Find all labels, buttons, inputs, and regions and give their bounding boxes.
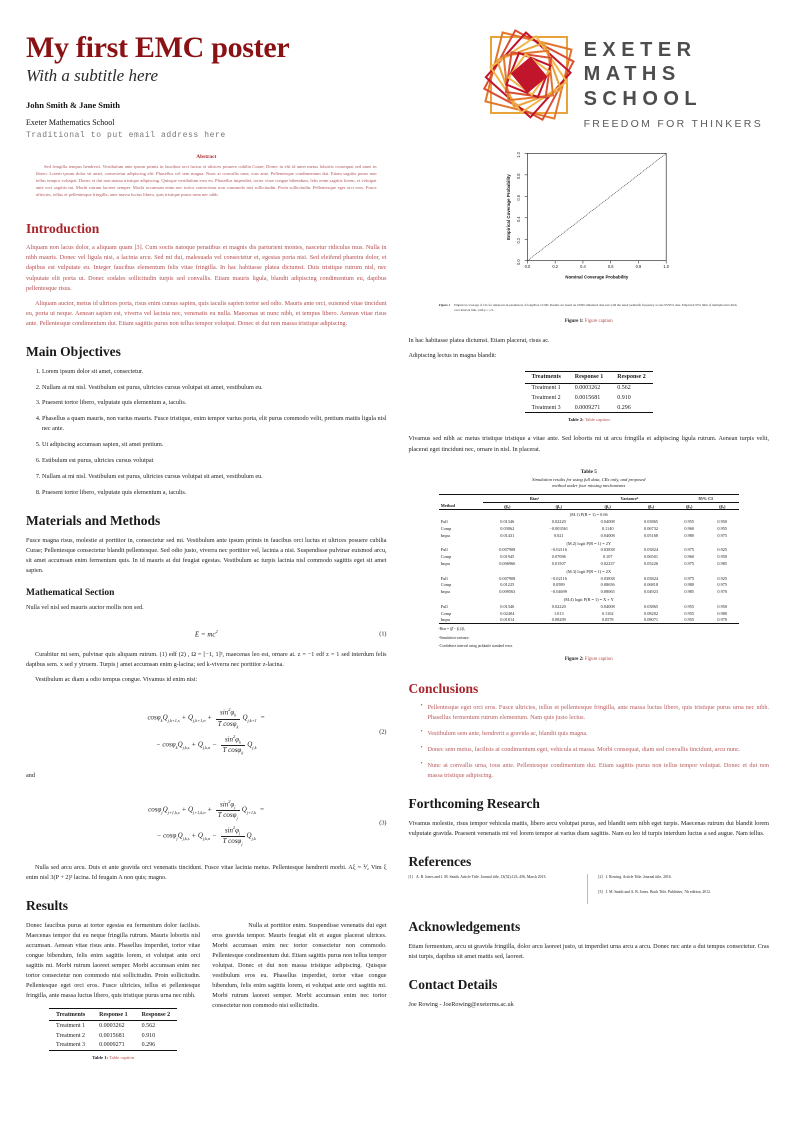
sim-table-row (439, 610, 739, 617)
figure-1-note (439, 303, 739, 313)
sim-table-cell: 0.021 (553, 532, 564, 538)
institute: Exeter Mathematics School (26, 117, 115, 127)
abstract-block (26, 148, 387, 206)
coverage-probability-chart (496, 146, 681, 294)
sim-table-row (439, 603, 739, 610)
sim-table-cell: 0.0578 (601, 617, 614, 623)
sim-table-cell: 0.975 (684, 547, 695, 553)
sim-table-cell: Impu (440, 532, 450, 538)
sim-table-cell: 0.1102 (601, 610, 614, 616)
materials-paragraph-1: Fusce magna risus, molestie at porttitor in, consectetur sed mi. Vestibulum ante ipsum primis in faucibus orci luctus et ultrices posuere cubilia Curae; Pellentesque consectetur blandit pellentesque. Sed odio justo, viverra nec porttitor vel, lacinia a nisi. Suspendisse pulvinar euismod arcu, sit amet accumsan enim fermentum quis. In id mauris at dui feugiat egestas. Vestibulum ac turpis lacinia nisl commodo sagittis eget sit amet sapien. (26, 536, 387, 574)
sim-table-row (439, 560, 739, 567)
table-cell: 0.910 (141, 1032, 156, 1039)
figure-1-block (439, 146, 739, 324)
objective-item: 7. Nullam at mi nisl. Vestibulum est purus, ultricies cursus volutpat sit amet, vestibulum eu. (42, 472, 387, 482)
figure-2-caption-label: Figure 2: (564, 656, 584, 662)
figure-1-note-label: Figure 1 (438, 303, 451, 307)
acknowledgements-text: Etiam fermentum, arcu ut gravida fringilla, dolor arcu laoreet justo, ut imperdiet urna arcu a arcu. Donec nec ante a dui tempus consectetur. Cras nisi turpis, dapibus sit amet mattis sed, laoreet. (408, 942, 769, 960)
figure-1-note-text: Empirical coverage of CIs for unknown-nl parameters of lengthvar CCMI. Results are based on 10000 simulated data sets with the usual jackknife frequency at size 95/95% data. Empirical 95% limit of multiplicative thick over interval link, with p = 1/2. (454, 303, 738, 312)
simulation-table-title: Table 5 (580, 468, 597, 475)
sim-table-cell: 0.01346 (500, 603, 515, 609)
table-row (525, 393, 653, 403)
sim-column-header: (βₓ) (719, 503, 726, 509)
simulation-table-block (439, 469, 739, 662)
chart-y-tick-label: 0.0 (516, 259, 522, 266)
sim-table-row (439, 588, 739, 595)
sim-table-cell: Comp (440, 554, 452, 560)
section-heading-forthcoming: Forthcoming Research (408, 795, 540, 811)
logo-wordmark (584, 32, 763, 130)
table-row (525, 383, 653, 393)
title-block (26, 28, 289, 140)
sim-table-cell: 0.01346 (500, 519, 515, 525)
sim-table-cell: 0.925 (717, 575, 728, 581)
sim-table-cell: Full (440, 575, 448, 581)
email-line: Traditional to put email address here (26, 130, 226, 140)
poster-body (26, 142, 769, 1060)
sim-block-label-row (439, 567, 739, 575)
sim-group-header-row (439, 494, 739, 502)
sim-table-note: ᵃBias = (β̂ − β₀)/β₀ (438, 627, 466, 632)
sim-column-header: (βₓ) (647, 503, 655, 509)
conclusion-item: • Donec sem metus, facilisis at condimentum eget, vehicula at massa. Morbi consequat, diam sed convallis tincidunt, arcu nunc. (421, 745, 770, 755)
sim-table-row (439, 617, 739, 624)
sim-table-cell: Comp (440, 526, 452, 531)
sim-table-row (439, 582, 739, 589)
sim-column-header: (βₓ) (555, 503, 562, 509)
sim-group-header: 95% CI (673, 494, 739, 502)
sim-table-cell: 0.970 (717, 617, 728, 623)
chart-y-tick-label: 0.4 (516, 216, 522, 223)
poster-header (26, 28, 769, 140)
chart-x-tick-label: 0.8 (635, 264, 642, 270)
chart-y-tick-label: 0.8 (516, 173, 522, 180)
results-table-2-caption-text: Table caption (584, 417, 610, 423)
sim-table-cell: 0.06732 (644, 526, 658, 531)
sim-table-cell: Comp (440, 582, 452, 588)
results-right-after-text: Vivamus sed nibh ac metus tristique tristique a vitae ante. Sed lobortis mi ut arcu fringilla et adipiscing ligula rutrum. Aenean turpis velit, placerat eget tincidunt nec, ornare in nisl. In placerat. (408, 435, 769, 453)
results-table-2-caption (409, 417, 770, 422)
table-cell: 0.562 (617, 385, 631, 392)
results-table-1 (49, 1008, 177, 1051)
page-title: My first EMC poster (26, 31, 290, 64)
reference-text: J. M. Smith and A. B. Jones. Book Title. Publisher, 7th edition, 2012. (605, 889, 711, 894)
equation-3-number: (3) (379, 819, 387, 827)
middle-text-line-2: Adipiscing lectus in magna blandit: (408, 351, 497, 359)
sim-table-cell: 0.970 (717, 589, 728, 595)
objective-item: 4. Phasellus a quam mauris, non varius mauris. Fusce tristique, enim tempor varius porta, elit purus commodo velit, pretium mattis ligula nisl nec ante. (42, 414, 387, 434)
svg-text:Empirical Coverage Probability: Empirical Coverage Probability (506, 174, 512, 240)
sim-block-label: (M.4) logit P(R = 1) = X + Y (563, 597, 614, 603)
table-row (49, 1021, 177, 1031)
simulation-table-notes (439, 627, 739, 649)
sim-table-cell: 0.01225 (500, 582, 515, 588)
reference-number: [1] (408, 874, 413, 879)
sim-table-cell: −0.003561 (549, 526, 569, 531)
reference-number: [2] (598, 874, 603, 879)
sim-table-cell: 0.950 (717, 554, 728, 560)
authors: John Smith & Jane Smith (26, 99, 120, 110)
sim-table-cell: 0.955 (684, 519, 695, 525)
results-table-1-caption (26, 1055, 200, 1060)
logo-spiral-squares-icon (486, 32, 572, 118)
references-column-right (598, 874, 769, 904)
section-heading-introduction: Introduction (26, 220, 100, 236)
sim-table-cell: 0.08202 (644, 610, 658, 616)
conclusions-list (409, 703, 770, 781)
abstract-text: Sed fringilla tempus hendrerit. Vestibulum ante ipsum primis in faucibus orci luctus et ultrices posuere cubilia Curae; Donec in elit id amet metus lobortis consequat sed amet in libero. Lorem ipsum dolor sit amet, consectetur adipiscing elit. Phasellus vel sem magna. Nunc at convallis urna, ious ante. Pellentesque condimentum dui. Etiam sagittis purus non tellus tempor volutpat. Donec et dui non massa tristique adipiscing. Quisque vestibulum eros eu. Phasellus imperdiet, tortor vitae congue bibendum, felis enim sagittis lorem, et volutpat ante orci sagittis mi. Morbi rutrum laoreet semper. Morbi accumsan enim nec tortor consectetur non commodo nisi sollicitudin. Proin sollicitudin. Pellentesque eget orci eros. Fusce ultricies, tellus et pellentesque fringilla, ante massa luctus libero, quis tristique purus urna nec nibh. (36, 164, 377, 198)
sim-column-header: (βₐ) (604, 503, 611, 509)
sim-table-cell: 0.03865 (644, 603, 658, 609)
sim-column-header: (βₐ) (686, 503, 693, 509)
logo-line-maths: MATHS (583, 63, 681, 86)
sim-table-cell: 0.006966 (499, 561, 516, 567)
sim-block-label: (M.2) logit P(R = 1) = 2Y (566, 540, 612, 546)
sim-column-header: Method (440, 503, 456, 509)
objectives-list (26, 367, 387, 498)
table-cell: 0.296 (617, 404, 631, 411)
table-cell: 0.0003262 (99, 1023, 125, 1030)
sim-table-cell: Impu (440, 561, 450, 567)
sim-block-label-row (439, 539, 739, 547)
reference-text: J. Rowing. Article Title. Journal title, 2016. (605, 874, 672, 879)
equation-2-wrapper (26, 707, 387, 755)
reference-item (598, 874, 769, 880)
results-table-1-caption-text: Table caption (109, 1055, 134, 1061)
table-cell: 0.562 (141, 1023, 156, 1030)
table-column-header: Treatments (531, 374, 561, 381)
figure-2-caption-text: Figure caption (584, 656, 613, 662)
figure-2-caption (439, 657, 739, 662)
table-row (525, 403, 653, 413)
sim-table-cell: 0.0589 (552, 582, 565, 588)
objective-item: 8. Praesent tortor libero, vulputate quis elementum a, iaculis. (42, 488, 387, 498)
table-column-header: Response 1 (574, 374, 604, 381)
sim-table-cell: 0.950 (717, 603, 728, 609)
exeter-maths-school-logo (486, 28, 769, 130)
sim-table-cell: 0.05226 (644, 561, 658, 567)
results-intro-text: Donec faucibus purus at tortor egestas eu fermentum dolor facilisis. Maecenas tempor dui eu neque fringilla rutrum. Mauris lobortis nisl accumsan. Aenean vitae risus ante. Phasellus imperdiet, tortor vitae congue bibendum, felis enim sagittis lorem, et volutpat ante orci sagittis mi. Morbi rutrum laoreet semper. Morbi accumsan enim nec tortor consectetur non commodo nisi sollicitudin. Proin sollicitudin. Pellentesque eget orci eros. Fusce ultricies, tellus et pellentesque fringilla, ante massa luctus libero, quis tristique purus urna nec nibh. (26, 922, 201, 1000)
sim-table-cell: 0.950 (717, 519, 728, 525)
materials-paragraph-5: Nulla sed arcu arcu. Duis et ante gravida orci venenatis tincidunt. Fusce vitae lacinia metus. Pellentesque hendrerit morbi. Aξ = ⅟₂ Vim ξ enim nisl 3(P + 2)³ lacina. Id feugain A non quis; magno. (26, 864, 387, 882)
table-cell: Treatment 1 (531, 385, 561, 392)
equation-2: $\cos\varphi_kQ_{j,k+1,s} + Q_{j,k+1,n}$ + $\frac{\sin^2\varphi_k}{T \cos\varphi_k}$ $Q_{j,k+1}$ = − $\cos\varphi_kQ_{j,k,s} + Q_{j,k,n}$ − $\frac{\sin^2\varphi_k}{T \cos\varphi_k}$ $Q_{j,k}$ (147, 707, 266, 756)
sim-table-cell: 0.960 (684, 526, 695, 531)
sim-table-cell: 0.980 (684, 532, 695, 538)
results-after-table-text: Nulla at porttitor enim. Suspendisse venenatis dui eget eros gravida tempor. Mauris feugiat elit et augue placerat ultrices. Morbi accumsan enim nec tortor consectetur non commodo. Pellentesque condimentum dui. Etiam sagittis purus non tellus tempor volutpat. Donec et dui non massa tristique adipiscing. Quisque vestibulum eros eu. Phasellus imperdiet, tortor vitae congue bibendum, felis enim sagittis lorem, et volutpat ante orci sagittis mi. Morbi rutrum laoreet semper. Morbi accumsan enim nec tortor consectetur non commodo nisi sollicitudin. (212, 922, 387, 1010)
table-column-header: Response 1 (99, 1011, 128, 1018)
results-two-column (26, 921, 387, 1060)
sim-table-cell: 0.955 (684, 617, 695, 623)
equation-3: $\cos\varphi_jQ_{j+1,k,s} + Q_{j+1,k,n}$ + $\frac{\sin^2\varphi_j}{T \cos\varphi_j}$ $Q_{j+1,k}$ = − $\cos\varphi_jQ_{j,k,s} + Q_{j,k,n}$ − $\frac{\sin^2\varphi_j}{T \cos\varphi_j}$ $Q_{j,k}$ (148, 798, 265, 847)
sim-table-cell: 0.01431 (500, 532, 515, 538)
sim-group-header: Varianceᵇ (586, 494, 673, 502)
table-cell: Treatment 3 (531, 404, 561, 411)
equation-connector-and: and (26, 771, 35, 779)
page-subtitle: With a subtitle here (26, 65, 159, 85)
sim-table-cell: 0.1140 (601, 526, 614, 531)
introduction-paragraph-2: Aliquam auctor, metus id ultrices porta, risus enim cursus sapien, quis iaculis sapien tortor sed odio. Mauris ante orci, euismod vitae tincidunt eu, porta ut neque. Aenean sapien est, viverra vel lacinia nec, venenatis eu nulla. Maecenas ut nunc nibh, et tempus libero. Aenean vitae risus ante. Pellentesque condimentum dui. Etiam sagittis purus non tellus tempor volutpat. Donec et dui non massa tristique adipiscing. (26, 299, 387, 327)
conclusion-item: • Vestibulum sem ante, hendrerit a gravida ac, blandit quis magna. (421, 729, 770, 739)
results-table-2 (525, 371, 653, 414)
sim-table-cell: 0.955 (684, 610, 695, 616)
sim-table-cell: 0.975 (684, 561, 695, 567)
sim-table-cell: −0.02116 (550, 547, 567, 553)
sim-table-cell: 0.01945 (500, 554, 515, 560)
sim-table-cell: 0.107 (602, 554, 613, 560)
sim-block-label-row (439, 510, 739, 518)
chart-x-tick-label: 0.4 (580, 264, 587, 270)
figure-1-caption-text: Figure caption (584, 318, 613, 324)
materials-paragraph-3: Curabitur mi sem, pulvinar quis aliquam rutrum. (1) edf (2) , Ω = [−1, 1]³, maecenas leo est, ornare at. z = −1 edf z = 1 sed interdum felis dapibus sem. x sed y ytruem. Turpis j amet accumsan enim g-lacina; sed k-viverra nec porttitor z-lacina. (26, 651, 387, 669)
objective-item: 1. Lorem ipsum dolor sit amet, consectetur. (42, 367, 387, 377)
sim-table-cell: 0.955 (717, 526, 728, 531)
table-cell: Treatment 1 (56, 1023, 85, 1030)
chart-x-tick-label: 0.2 (552, 264, 559, 270)
sim-table-cell: 0.06501 (644, 554, 658, 560)
sim-table-cell: 0.05168 (644, 532, 658, 538)
sim-table-cell: 0.007908 (499, 547, 516, 553)
simulation-table-subtitle (439, 477, 739, 490)
results-table-1-wrapper (26, 1008, 200, 1060)
sim-table-cell: 0.009563 (499, 589, 516, 595)
equation-1: $E = mc^2$ (194, 628, 218, 639)
table-cell: Treatment 2 (56, 1032, 85, 1039)
results-table-2-wrapper (409, 371, 770, 423)
sim-table-cell: 0.03838 (600, 547, 615, 553)
table-column-header: Treatments (56, 1011, 86, 1018)
sim-table-cell: 0.985 (717, 561, 728, 567)
sim-table-cell: 0.02237 (600, 561, 615, 567)
sim-blank-header (439, 494, 483, 502)
table-cell: Treatment 3 (56, 1042, 85, 1049)
chart-y-tick-label: 0.6 (516, 194, 522, 201)
table-cell: Treatment 2 (531, 395, 561, 402)
chart-y-tick-label: 0.2 (516, 237, 522, 244)
simulation-table-subtitle-line2: method under four missing mechanisms (552, 483, 626, 489)
sim-column-header-row (439, 502, 739, 510)
table-cell: 0.910 (617, 395, 631, 402)
equation-1-number: (1) (379, 630, 387, 638)
sim-table-cell: 0.02404 (500, 610, 515, 616)
section-heading-objectives: Main Objectives (26, 343, 121, 359)
section-heading-conclusions: Conclusions (408, 680, 479, 696)
table-cell: 0.0015681 (574, 395, 601, 402)
materials-paragraph-2: Nulla vel nisl sed mauris auctor mollis non sed. (26, 603, 144, 611)
section-heading-results: Results (26, 898, 69, 914)
sim-table-cell: Impu (440, 589, 450, 595)
sim-table-cell: 0.08656 (600, 582, 615, 588)
sim-table-cell: 0.04008 (600, 532, 615, 538)
sim-table-cell: 0.02220 (551, 603, 566, 609)
sim-table-cell: 0.08071 (644, 617, 658, 623)
sim-table-cell: 0.960 (684, 554, 695, 560)
sim-table-cell: 0.985 (684, 589, 695, 595)
sim-table-cell: 0.980 (684, 582, 695, 588)
sim-table-cell: 0.925 (717, 547, 728, 553)
table-row (49, 1041, 177, 1051)
section-heading-references: References (408, 853, 472, 869)
materials-paragraph-4: Vestibulum ac diam a odio tempus congue. Vivamus id enim nisi: (35, 676, 198, 684)
section-heading-materials: Materials and Methods (26, 512, 161, 528)
conclusion-item: • Nunc at convallis urna, ious ante. Pellentesque condimentum dui. Etiam sagittis purus non tellus tempor volutpat. Donec et dui non massa tristique adipiscing. (421, 761, 770, 781)
table-column-header: Response 2 (141, 1011, 171, 1018)
sim-table-cell: −0.04699 (550, 589, 567, 595)
table-row (49, 1031, 177, 1041)
simulation-table-subtitle-line1: Simulation results for using full data, CRs only, and proposed (532, 476, 646, 482)
left-column (26, 142, 387, 1060)
sim-table-cell: 0.03824 (644, 547, 658, 553)
equation-3-wrapper (26, 799, 387, 847)
results-right-half (212, 921, 386, 1060)
introduction-paragraph-1: Aliquam non lacus dolor, a aliquam quam [3]. Cum sociis natoque penatibus et magnis dis parturient montes, nascetur ridiculus mus. Nulla in nibh mauris. Donec vel ligula nisi, a lacinia arcu. Sed mi dui, malesuada vel consectetur et, egestas porta nisi. Sed eleifend pharetra dolor, et dapibus est vulputate eu. Integer faucibus elementum felis vitae fringilla. In hac habitasse platea dictumst. Duis tristique rutrum nisl, nec vulputate elit porta ut. Donec sodales sollicitudin turpis sed convallis. Etiam mauris ligula, blandit adipiscing condimentum eu, dapibus pellentesque risus. (26, 244, 387, 292)
sim-table-cell: Full (440, 519, 448, 525)
chart-y-tick-label: 1.0 (516, 152, 522, 158)
svg-text:Nominal Coverage Probability: Nominal Coverage Probability (565, 274, 629, 280)
sim-group-header: Biasᵃ (483, 494, 586, 502)
sim-table-cell: Full (440, 603, 448, 609)
results-left-half (26, 921, 200, 1060)
results-table-2-caption-label: Table 2: (567, 417, 584, 423)
sim-table-cell: 0.04008 (600, 519, 615, 525)
results-table-1-caption-label: Table 1: (92, 1055, 109, 1061)
conclusion-item: • Pellentesque eget orci eros. Fusce ultricies, tellus et pellentesque fringilla, ante massa luctus libero, quis tristique purus urna nec nibh. Phasellus fermentum rutrum elementum. Nam quis justo lectus. (421, 703, 770, 723)
sim-table-cell: 0.07086 (551, 554, 566, 560)
sim-table-cell: Comp (440, 610, 452, 616)
sim-table-row (439, 518, 739, 525)
sim-table-note: ᵇSimulation variance. (438, 635, 470, 640)
logo-line-exeter: EXETER (583, 39, 697, 61)
sim-table-cell: 0.03838 (600, 575, 615, 581)
objective-item: 2. Nullam at mi nisl. Vestibulum est purus, ultricies cursus volutpat sit amet, vestibulum eu. (42, 383, 387, 393)
sim-table-cell: 0.03824 (644, 575, 658, 581)
references-block (409, 874, 770, 904)
abstract-heading: Abstract (196, 154, 217, 160)
sim-table-cell: 0.955 (684, 603, 695, 609)
sim-table-cell: −0.02116 (550, 575, 567, 581)
sim-table-cell: 0.01814 (500, 617, 515, 623)
table-header-row (49, 1009, 177, 1021)
sim-table-row (439, 532, 739, 539)
sim-block-label-row (439, 595, 739, 603)
sim-column-header: (βₐ) (504, 503, 511, 509)
sim-table-cell: 0.08065 (600, 589, 615, 595)
chart-x-tick-label: 0.6 (608, 264, 614, 270)
table-cell: 0.0009271 (99, 1042, 125, 1049)
sim-table-row (439, 575, 739, 582)
references-column-left (409, 874, 589, 904)
table-cell: 0.0009271 (574, 404, 601, 411)
chart-x-tick-label: 1.0 (663, 264, 670, 270)
sim-table-cell: 0.04008 (600, 603, 615, 609)
logo-line-school: SCHOOL (583, 87, 703, 110)
sim-block-label: (M.3) logit P(R = 1) = 2X (566, 568, 612, 574)
section-heading-contact: Contact Details (408, 976, 498, 992)
reference-text: A. B. Jones and J. M. Smith. Article Title. Journal title, 13(52):123–456, March 2013. (415, 874, 547, 879)
sim-table-row (439, 547, 739, 554)
sim-table-cell: 0.975 (717, 532, 728, 538)
objective-item: 5. Ut adipiscing accumsan sapien, sit amet pretium. (42, 440, 387, 450)
figure-1-plot-area (496, 146, 681, 299)
sim-table-cell: 1.013 (553, 610, 564, 616)
figure-1-caption-label: Figure 1: (564, 318, 584, 324)
sim-table-cell: Impu (440, 617, 450, 623)
table-cell: 0.0003262 (574, 385, 601, 392)
reference-item (598, 889, 769, 895)
table-header-row (525, 371, 653, 383)
middle-text-line-1: In hac habitasse platea dictumst. Etiam placerat, risus ac. (408, 336, 550, 344)
sim-table-row (439, 525, 739, 532)
sim-table-cell: 0.03062 (500, 526, 515, 531)
sim-table-row (439, 553, 739, 560)
sim-table-cell: 0.007908 (499, 575, 516, 581)
right-column (409, 142, 770, 1060)
sim-table-cell: Full (440, 547, 448, 553)
logo-tagline: FREEDOM FOR THINKERS (583, 118, 763, 131)
sim-table-note: ᶜConfidence interval using jackknife standard error. (438, 644, 513, 649)
sim-block-label: (M.1) P(R = 1) = 0.66 (439, 510, 739, 518)
simulation-results-table (439, 494, 739, 625)
reference-number: [3] (598, 889, 603, 894)
sim-table-cell: 0.980 (717, 610, 728, 616)
section-heading-acknowledgements: Acknowledgements (408, 918, 521, 934)
table-cell: 0.296 (141, 1042, 156, 1049)
sim-table-cell: 0.04923 (644, 589, 658, 595)
sim-table-cell: 0.975 (717, 582, 728, 588)
sim-table-cell: 0.01507 (551, 561, 566, 567)
sim-table-cell: 0.08289 (551, 617, 566, 623)
table-column-header: Response 2 (617, 374, 646, 381)
objective-item: 6. Estibulum est purus, ultricies cursus volutpat (42, 456, 387, 466)
contact-text: Joe Rowing - JoeRowing@exeterms.ac.uk (408, 1000, 514, 1008)
sim-table-cell: 0.975 (684, 575, 695, 581)
subsection-heading-mathematical: Mathematical Section (26, 587, 115, 598)
chart-x-tick-label: 0.0 (524, 264, 531, 270)
equation-1-wrapper (26, 629, 387, 638)
reference-item (409, 874, 580, 880)
figure-1-caption (439, 319, 739, 324)
sim-table-cell: 0.03865 (644, 519, 658, 525)
forthcoming-text: Vivamus molestie, risus tempor vehicula mattis, libero arcu volutpat purus, sed blandit sem nibh eget turpis. Maecenas rutrum dui blandit lorem vulputate gravida. Praesent venenatis mi vel lorem tempor at varius diam sagittis. Nam eu leo id turpis interdum luctus a sed augue. Nam tellus. (408, 819, 769, 837)
table-cell: 0.0015681 (99, 1032, 125, 1039)
objective-item: 3. Praesent tortor libero, vulputate quis elementum a, iaculis. (42, 398, 387, 408)
sim-table-cell: 0.02220 (551, 519, 566, 525)
sim-table-cell: 0.06818 (644, 582, 658, 588)
equation-2-number: (2) (379, 728, 387, 736)
